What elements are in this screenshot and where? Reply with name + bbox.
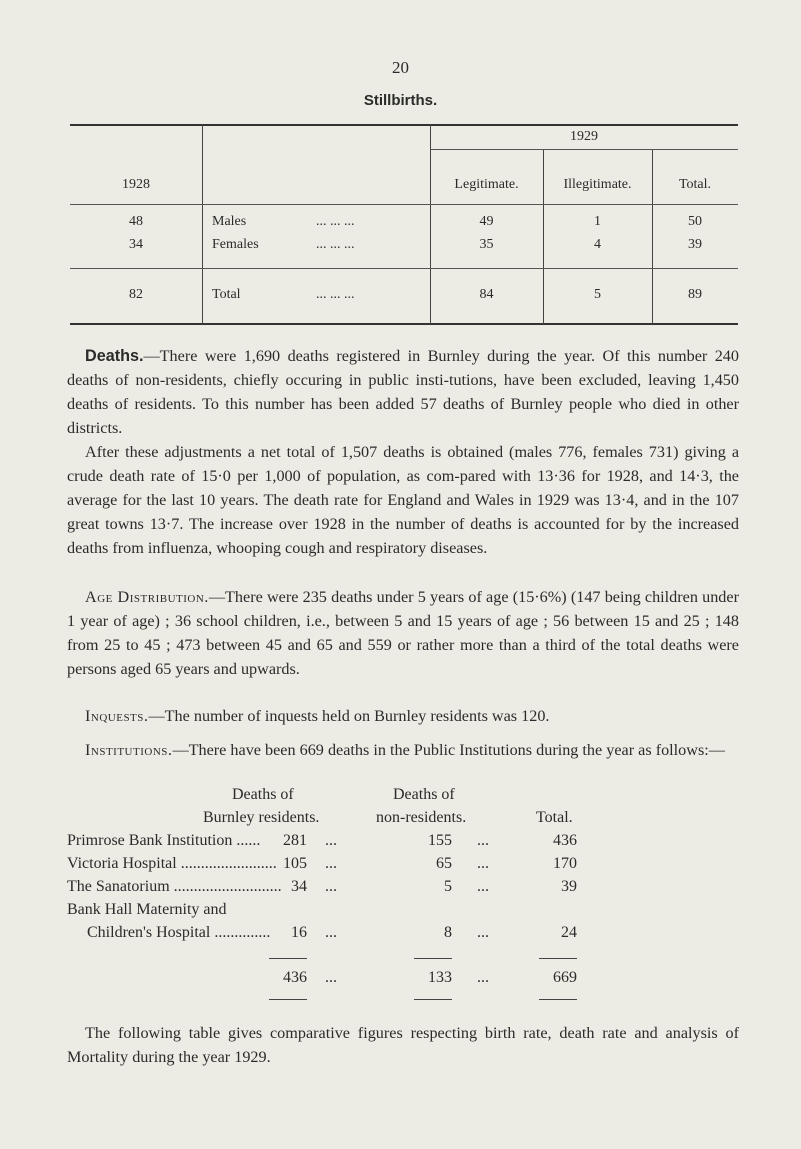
closing-paragraph: The following table gives comparative figures respecting birth rate, death rate and analysis of Mortality during the year 1929. bbox=[67, 1024, 739, 1066]
header-legitimate: Legitimate. bbox=[454, 177, 519, 192]
sum-rule bbox=[269, 958, 307, 959]
age-paragraph bbox=[67, 585, 739, 681]
inst-nonresidents: 5 bbox=[444, 878, 452, 895]
males-illegitimate: 1 bbox=[594, 214, 601, 229]
sum-rule bbox=[269, 999, 307, 1000]
females-illegitimate: 4 bbox=[594, 237, 601, 252]
table-row bbox=[67, 878, 739, 900]
table-hline bbox=[70, 204, 738, 205]
table-hline bbox=[430, 149, 738, 150]
deaths-text: —There were 1,690 deaths registered in Burnley during the year. Of this number 240 deaths of non-residents, chiefly occuring in public insti-tutions, have been excluded, leaving 1,450 deaths of residents. To this number has been added 57 deaths of Burnley people who died in other districts. bbox=[67, 347, 739, 437]
table-row bbox=[67, 832, 739, 854]
inst-nonresidents: 65 bbox=[436, 855, 452, 872]
table-row bbox=[67, 855, 739, 877]
inst-header-row bbox=[67, 786, 739, 808]
inst-total: 39 bbox=[561, 878, 577, 895]
females-1928: 34 bbox=[129, 237, 143, 252]
inst-total: 170 bbox=[553, 855, 577, 872]
inst-total-nonresidents: 133 bbox=[428, 969, 452, 986]
total-total: 89 bbox=[688, 287, 702, 302]
table-bottom-rule bbox=[70, 323, 738, 325]
table-top-rule bbox=[70, 124, 738, 126]
total-legitimate: 84 bbox=[479, 287, 494, 302]
age-heading: Age Distribution. bbox=[85, 588, 209, 606]
inst-col2-line1: Deaths of bbox=[393, 786, 455, 803]
institutions-paragraph bbox=[67, 738, 739, 762]
females-label: Females bbox=[212, 237, 259, 252]
page-number: 20 bbox=[392, 58, 409, 77]
inst-nonresidents: 155 bbox=[428, 832, 452, 849]
males-label: Males bbox=[212, 214, 247, 229]
inst-col2-line2: non-residents. bbox=[376, 809, 467, 826]
inquests-heading: Inquests. bbox=[85, 707, 149, 725]
inst-name: Bank Hall Maternity and bbox=[67, 901, 227, 918]
totals-row bbox=[67, 969, 739, 991]
inst-sep: ... bbox=[477, 969, 489, 986]
inst-sep: ... bbox=[325, 969, 337, 986]
inst-total-residents: 436 bbox=[283, 969, 307, 986]
males-total: 50 bbox=[688, 214, 702, 229]
deaths-paragraph-2: After these adjustments a net total of 1,507 deaths is obtained (males 776, females 731) giving a crude death rate of 15·0 per 1,000 of population, as com-pared with 13·36 for 1928, and 14·3, the average for the last 10 years. The death rate for England and Wales in 1929 was 13·4, and in the 107 great towns 13·7. The increase over 1928 in the number of deaths is accounted for by the increased deaths from influenza, whooping cough and respiratory diseases. bbox=[67, 443, 739, 557]
deaths-heading: Deaths. bbox=[85, 347, 144, 365]
age-text: —There were 235 deaths under 5 years of age (15·6%) (147 being children under 1 year of age) ; 36 school children, i.e., between 5 and 15 years of age ; 56 between 15 and 25 ; 148 from 25 to 45 ; 473 between 45 and 65 and 559 or rather more than a third of the total deaths were persons aged 65 years and upwards. bbox=[67, 588, 739, 678]
table-row bbox=[67, 924, 739, 946]
inst-residents: 16 bbox=[291, 924, 307, 941]
inst-total: 24 bbox=[561, 924, 577, 941]
table-vline bbox=[202, 124, 203, 324]
inst-nonresidents: 8 bbox=[444, 924, 452, 941]
total-label: Total bbox=[212, 287, 241, 302]
stillbirths-title: Stillbirths. bbox=[363, 92, 438, 109]
inst-col1-line1: Deaths of bbox=[232, 786, 294, 803]
inst-sep: ... bbox=[325, 924, 337, 941]
inst-name: The Sanatorium ........................... bbox=[67, 878, 282, 895]
table-row bbox=[67, 901, 739, 923]
sum-rule bbox=[539, 999, 577, 1000]
inst-total: 436 bbox=[553, 832, 577, 849]
sum-rule bbox=[414, 958, 452, 959]
header-1928: 1928 bbox=[122, 177, 150, 192]
institutions-text: —There have been 669 deaths in the Public Institutions during the year as follows:— bbox=[172, 741, 725, 759]
deaths-paragraph bbox=[67, 344, 739, 440]
inst-residents: 34 bbox=[291, 878, 307, 895]
total-1928: 82 bbox=[129, 287, 143, 302]
inst-sep: ... bbox=[325, 855, 337, 872]
inst-residents: 281 bbox=[283, 832, 307, 849]
inst-header-row bbox=[67, 809, 739, 831]
inst-name: Children's Hospital .............. bbox=[87, 924, 271, 941]
males-dots: ... ... ... bbox=[316, 214, 355, 229]
inst-name: Primrose Bank Institution ...... bbox=[67, 832, 261, 849]
header-1929: 1929 bbox=[570, 129, 598, 144]
inquests-text: —The number of inquests held on Burnley residents was 120. bbox=[148, 707, 550, 725]
inst-sep: ... bbox=[477, 855, 489, 872]
total-dots: ... ... ... bbox=[316, 287, 355, 302]
males-legitimate: 49 bbox=[479, 214, 494, 229]
inst-name: Victoria Hospital ........................ bbox=[67, 855, 277, 872]
inst-sep: ... bbox=[477, 924, 489, 941]
total-illegitimate: 5 bbox=[594, 287, 601, 302]
header-total: Total. bbox=[678, 177, 712, 192]
females-dots: ... ... ... bbox=[316, 237, 355, 252]
sum-rule bbox=[414, 999, 452, 1000]
inst-sep: ... bbox=[325, 878, 337, 895]
males-1928: 48 bbox=[129, 214, 143, 229]
inquests-paragraph bbox=[67, 704, 739, 728]
stillbirths-table bbox=[70, 124, 738, 324]
header-illegitimate: Illegitimate. bbox=[563, 177, 632, 192]
inst-grand-total: 669 bbox=[553, 969, 577, 986]
females-total: 39 bbox=[688, 237, 702, 252]
inst-sep: ... bbox=[477, 832, 489, 849]
institutions-heading: Institutions. bbox=[85, 741, 173, 759]
sum-rule bbox=[539, 958, 577, 959]
inst-residents: 105 bbox=[283, 855, 307, 872]
inst-sep: ... bbox=[477, 878, 489, 895]
inst-sep: ... bbox=[325, 832, 337, 849]
females-legitimate: 35 bbox=[479, 237, 494, 252]
table-hline bbox=[70, 268, 738, 269]
inst-col3: Total. bbox=[536, 809, 573, 826]
inst-col1-line2: Burnley residents. bbox=[203, 809, 320, 826]
